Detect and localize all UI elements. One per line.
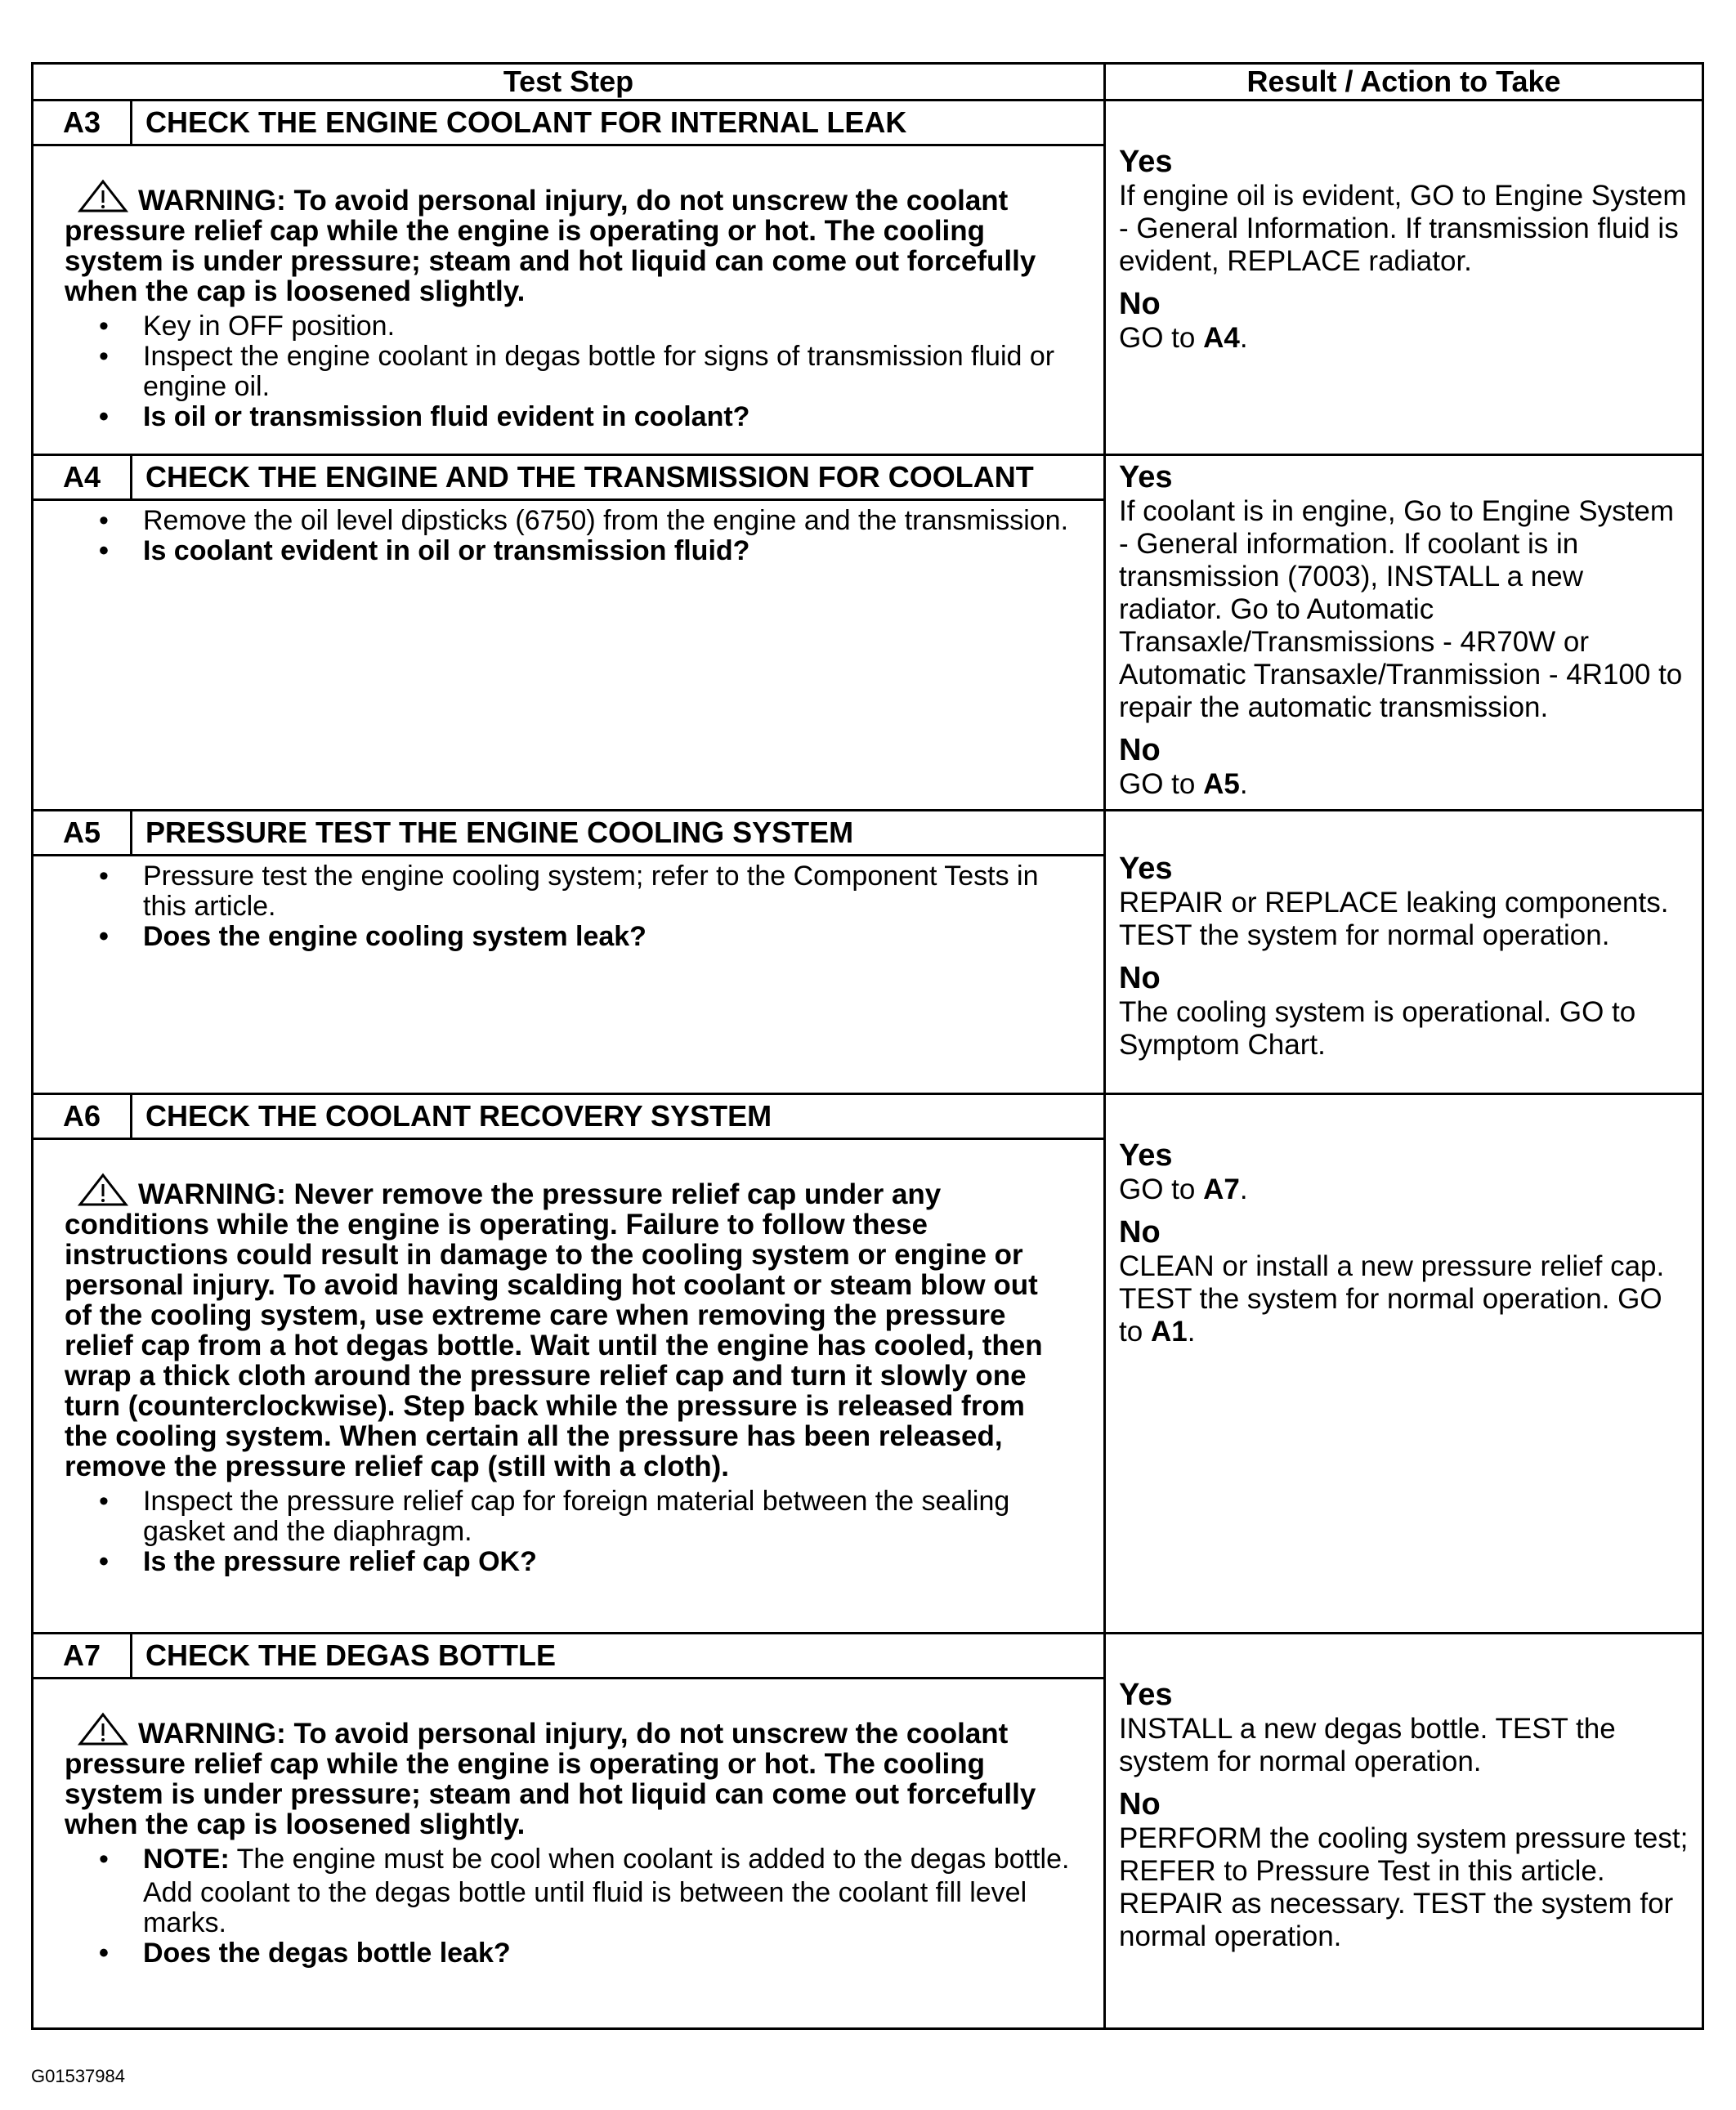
figure-id: G01537984 [31, 2066, 125, 2086]
result-cell [1105, 455, 1703, 811]
step-ref: A4 [1203, 322, 1240, 354]
no-text: The cooling system is operational. GO to Symptom Chart. [1119, 996, 1636, 1061]
table-header-row [33, 64, 1703, 101]
note-continuation: Add coolant to the degas bottle until fluid is between the coolant fill level marks. [143, 1877, 1027, 1938]
table-row [33, 101, 1703, 455]
no-text [1119, 768, 1689, 801]
result-block [1106, 101, 1702, 355]
list-item-question: • Does the engine cooling system leak? [143, 922, 1071, 952]
step-id: A6 [34, 1095, 132, 1138]
list-item: • Inspect the pressure relief cap for foreign material between the sealing gasket and the diaphragm. [143, 1486, 1071, 1547]
step-body [34, 146, 1103, 439]
list-item-question: • Is the pressure relief cap OK? [143, 1547, 1071, 1577]
test-step-cell [33, 455, 1105, 811]
yes-label: Yes [1119, 460, 1173, 494]
yes-label: Yes [1119, 1138, 1173, 1173]
warning-triangle-icon [78, 179, 128, 213]
step-ref: A7 [1203, 1173, 1240, 1205]
warning-triangle-icon [78, 1712, 128, 1746]
step-header [34, 456, 1103, 501]
list-item: • Key in OFF position. [143, 311, 1071, 342]
warning-text: WARNING: Never remove the pressure relief cap under any conditions while the engine is operating. Failure to follow these instructions could result in damage to the cooling system or engine or personal injury. To avoid having scalding hot coolant or steam blow out of the cooling system, use extreme care when removing the pressure relief cap from a hot degas bottle. Wait until the engine has cooled, then wrap a thick cloth around the pressure relief cap and turn it slowly one turn (counterclockwise). Step back while the pressure is released from the cooling system. When certain all the pressure has been released, remove the pressure relief cap (still with a cloth). [65, 1178, 1043, 1482]
yes-text: If engine oil is evident, GO to Engine System - General Information. If transmission fluid is evident, REPLACE radiator. [1119, 180, 1687, 277]
no-text-lead: CLEAN or install a new pressure relief cap. TEST the system for normal operation. GO to [1119, 1250, 1665, 1348]
list-item: • Inspect the engine coolant in degas bottle for signs of transmission fluid or engine oil. [143, 342, 1071, 402]
no-label: No [1119, 961, 1161, 995]
table-row [33, 1634, 1703, 2029]
test-step-cell [33, 101, 1105, 455]
step-title: CHECK THE ENGINE COOLANT FOR INTERNAL LEAK [145, 105, 907, 139]
step-body [34, 1140, 1103, 1584]
no-text: PERFORM the cooling system pressure test; REFER to Pressure Test in this article. REPAIR as necessary. TEST the system for normal operation. [1119, 1822, 1689, 1952]
step-header [34, 1095, 1103, 1140]
result-cell [1105, 101, 1703, 455]
test-step-cell [33, 1094, 1105, 1634]
warning-triangle-icon [78, 1173, 128, 1207]
diagnostic-table [31, 62, 1704, 2030]
step-body [34, 1679, 1103, 1975]
step-id: A7 [34, 1634, 132, 1677]
warning-text: WARNING: To avoid personal injury, do not unscrew the coolant pressure relief cap while the engine is operating or hot. The cooling system is under pressure; steam and hot liquid can come out forcefully when the cap is loosened slightly. [65, 1718, 1036, 1840]
no-text-lead: GO to [1119, 768, 1196, 800]
list-item-question: • Is coolant evident in oil or transmission fluid? [143, 536, 1071, 566]
warning-text: WARNING: To avoid personal injury, do not unscrew the coolant pressure relief cap while the engine is operating or hot. The cooling system is under pressure; steam and hot liquid can come out forcefully when the cap is loosened slightly. [65, 185, 1036, 307]
result-block [1106, 1095, 1702, 1348]
no-label: No [1119, 733, 1161, 767]
step-title: CHECK THE ENGINE AND THE TRANSMISSION FOR COOLANT [145, 460, 1034, 494]
step-title: CHECK THE DEGAS BOTTLE [145, 1638, 557, 1672]
step-body [34, 501, 1103, 573]
list-item-question: • Is oil or transmission fluid evident in coolant? [143, 402, 1071, 432]
step-header [34, 101, 1103, 146]
header-test-step: Test Step [33, 64, 1105, 101]
yes-label: Yes [1119, 852, 1173, 886]
step-id: A5 [34, 811, 132, 854]
yes-text: INSTALL a new degas bottle. TEST the system for normal operation. [1119, 1713, 1616, 1777]
table-row [33, 455, 1703, 811]
result-cell [1105, 1094, 1703, 1634]
yes-text-lead: GO to [1119, 1173, 1196, 1205]
test-step-cell [33, 1634, 1105, 2029]
note-label: NOTE: [143, 1844, 230, 1875]
yes-label: Yes [1119, 145, 1173, 179]
result-cell [1105, 811, 1703, 1094]
note-text: The engine must be cool when coolant is added to the degas bottle. [236, 1844, 1070, 1875]
list-item: • Remove the oil level dipsticks (6750) from the engine and the transmission. [143, 506, 1071, 536]
warning-block [65, 179, 1071, 306]
step-id: A4 [34, 456, 132, 498]
no-label: No [1119, 1215, 1161, 1249]
step-header [34, 811, 1103, 856]
result-block [1106, 811, 1702, 1062]
yes-text: If coolant is in engine, Go to Engine System - General information. If coolant is in transmission (7003), INSTALL a new radiator. Go to Automatic Transaxle/Transmissions - 4R70W or Automatic Transaxle/Tranmission - 4R100 to repair the automatic transmission. [1119, 495, 1683, 723]
table-row [33, 1094, 1703, 1634]
no-text-tail: . [1239, 322, 1248, 354]
step-header [34, 1634, 1103, 1679]
result-cell [1105, 1634, 1703, 2029]
result-block [1106, 456, 1702, 801]
warning-block [65, 1712, 1071, 1840]
yes-text: REPAIR or REPLACE leaking components. TEST the system for normal operation. [1119, 887, 1669, 951]
no-label: No [1119, 287, 1161, 321]
step-id: A3 [34, 101, 132, 144]
yes-text-tail: . [1239, 1173, 1248, 1205]
yes-label: Yes [1119, 1678, 1173, 1712]
yes-text [1119, 1173, 1689, 1206]
result-block [1106, 1634, 1702, 1953]
no-label: No [1119, 1787, 1161, 1822]
list-item-note [143, 1844, 1071, 1938]
step-title: CHECK THE COOLANT RECOVERY SYSTEM [145, 1099, 772, 1133]
warning-block [65, 1173, 1071, 1482]
step-title: PRESSURE TEST THE ENGINE COOLING SYSTEM [145, 816, 854, 849]
step-ref: A5 [1203, 768, 1240, 800]
header-result-action: Result / Action to Take [1105, 64, 1703, 101]
list-item-question: • Does the degas bottle leak? [143, 1938, 1071, 1969]
no-text-tail: . [1187, 1316, 1196, 1348]
no-text-lead: GO to [1119, 322, 1196, 354]
table-row [33, 811, 1703, 1094]
no-text-tail: . [1239, 768, 1248, 800]
no-text [1119, 322, 1689, 355]
step-body [34, 856, 1103, 959]
no-text [1119, 1250, 1689, 1348]
list-item: • Pressure test the engine cooling system; refer to the Component Tests in this article. [143, 861, 1071, 922]
test-step-cell [33, 811, 1105, 1094]
step-ref: A1 [1150, 1316, 1188, 1348]
